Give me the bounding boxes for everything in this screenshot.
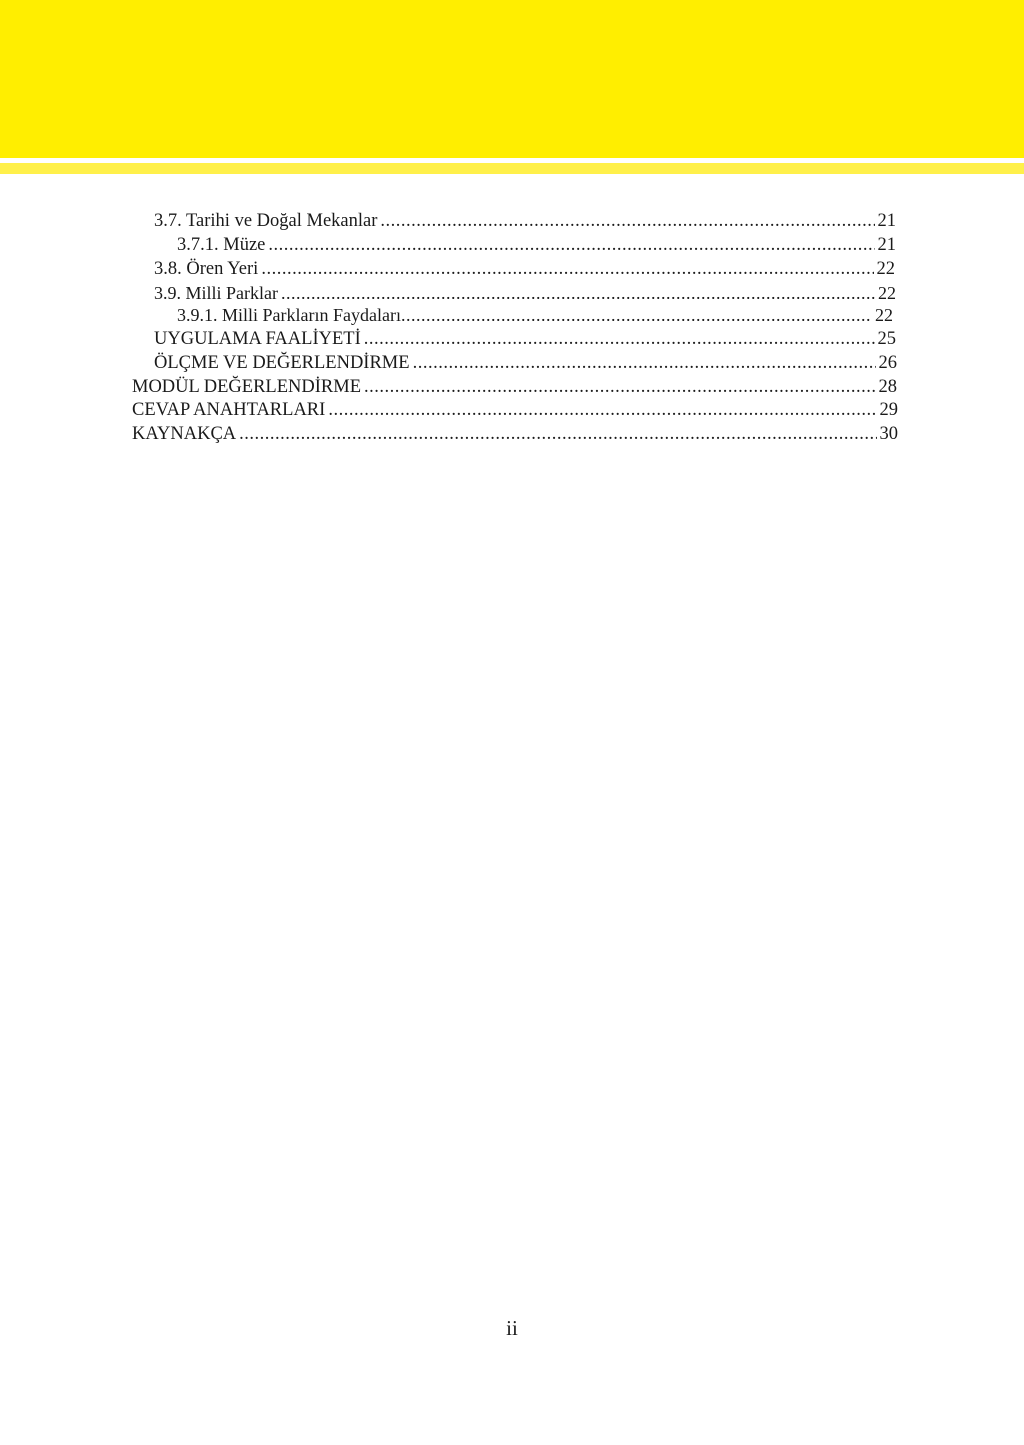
toc-dot-leader	[281, 282, 875, 304]
toc-dot-leader	[413, 352, 876, 374]
toc-dot-leader	[401, 304, 872, 326]
toc-dot-leader	[328, 399, 876, 421]
toc-entry-title: ÖLÇME VE DEĞERLENDİRME	[154, 353, 410, 373]
toc-entry-page: 22	[875, 305, 893, 325]
toc-entry-page: 28	[878, 377, 897, 397]
toc-entry-title: CEVAP ANAHTARLARI	[132, 400, 326, 420]
toc-entry-title: 3.7.1. Müze	[177, 235, 266, 255]
toc-entry-page: 30	[879, 424, 898, 444]
toc-entry-page: 21	[877, 211, 896, 231]
toc-entry-title: 3.8. Ören Yeri	[154, 259, 259, 279]
toc-entry-page: 29	[879, 400, 898, 420]
toc-entry-title: 3.9.1. Milli Parkların Faydaları	[177, 305, 401, 325]
toc-entry-oren-yeri[interactable]	[154, 258, 895, 280]
toc-entry-tarihi-ve-dogal-mekanlar[interactable]	[154, 210, 896, 232]
toc-dot-leader	[261, 258, 873, 280]
toc-entry-kaynakca[interactable]	[132, 423, 898, 445]
toc-entry-uygulama-faaliyeti[interactable]	[154, 328, 896, 350]
toc-entry-milli-parklarin-faydalari[interactable]	[177, 304, 893, 326]
toc-entry-title: 3.7. Tarihi ve Doğal Mekanlar	[154, 211, 378, 231]
page-number: ii	[506, 1316, 518, 1340]
toc-entry-page: 21	[877, 235, 896, 255]
toc-dot-leader	[380, 210, 874, 232]
toc-dot-leader	[268, 234, 874, 256]
toc-entry-cevap-anahtarlari[interactable]	[132, 399, 898, 421]
toc-entry-modul-degerlendirme[interactable]	[132, 376, 897, 398]
toc-entry-page: 22	[876, 259, 895, 279]
toc-entry-olcme-ve-degerlendirme[interactable]	[154, 352, 897, 374]
toc-entry-title: KAYNAKÇA	[132, 424, 237, 444]
toc-entry-title: 3.9. Milli Parklar	[154, 283, 278, 303]
toc-dot-leader	[364, 376, 875, 398]
toc-entry-title: MODÜL DEĞERLENDİRME	[132, 377, 362, 397]
toc-entry-page: 22	[878, 283, 896, 303]
toc-entry-muze[interactable]	[177, 234, 896, 256]
toc-dot-leader	[239, 423, 876, 445]
toc-entry-page: 26	[878, 353, 897, 373]
toc-dot-leader	[364, 328, 875, 350]
toc-entry-title: UYGULAMA FAALİYETİ	[154, 329, 361, 349]
toc-entry-page: 25	[877, 329, 896, 349]
toc-entry-milli-parklar[interactable]	[154, 282, 896, 304]
